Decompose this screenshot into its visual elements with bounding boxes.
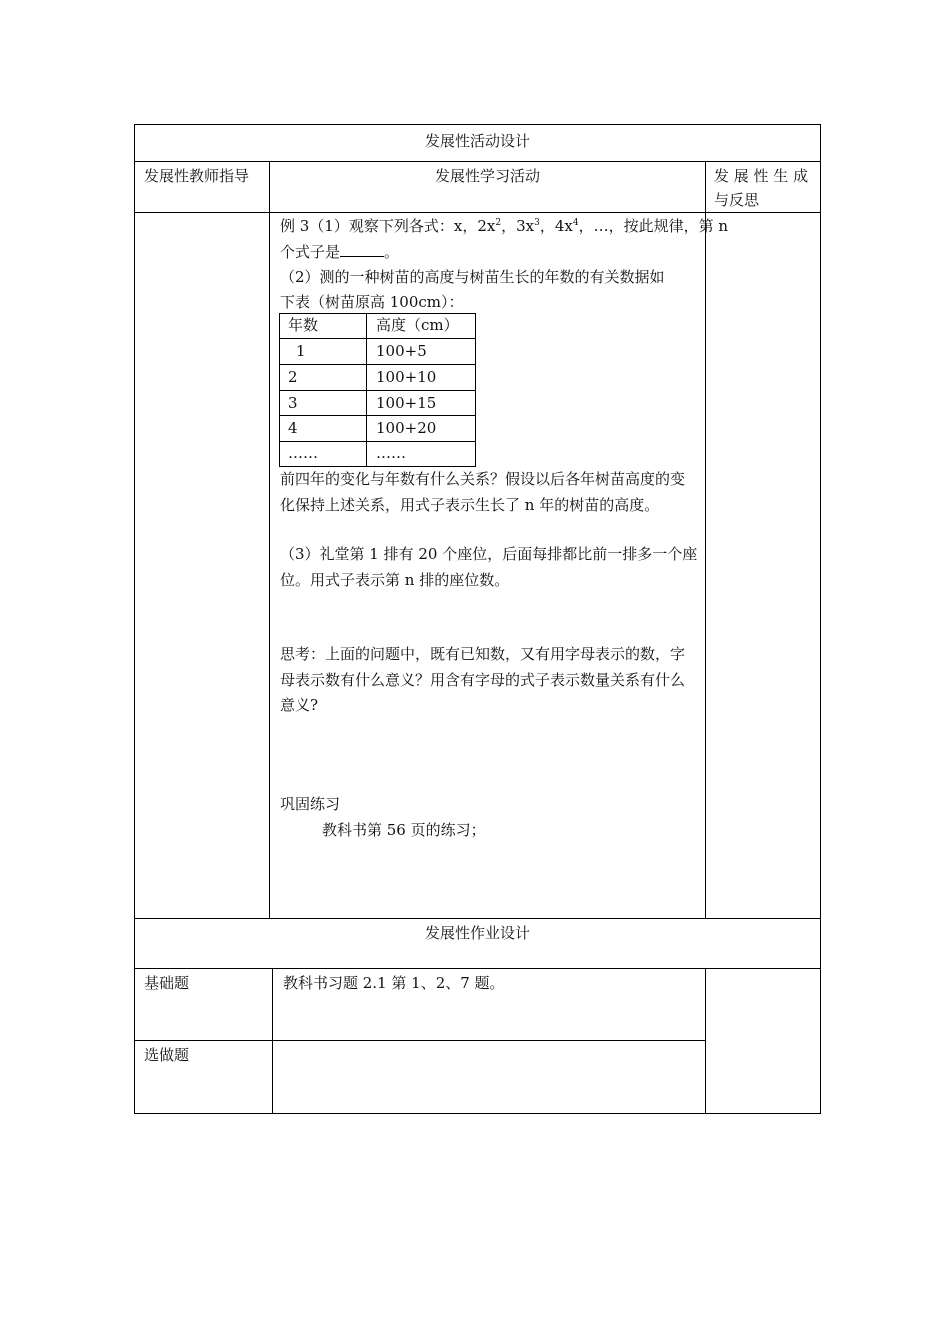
- table-header-year: 年数: [288, 316, 319, 334]
- inner-table-line: [366, 313, 367, 467]
- table-cell: 4: [288, 419, 298, 437]
- inner-table-line: [279, 313, 280, 467]
- question-1-line1: 例 3（1）观察下列各式：x，$2x^2$，$3x^3$，$4x^4$，…，按此规律，第 n: [280, 217, 728, 235]
- question-1-line2: 个式子是 。: [280, 243, 400, 261]
- column-divider: [269, 161, 270, 918]
- table-cell: ……: [288, 444, 318, 462]
- table-divider: [134, 968, 821, 969]
- table-cell: 100+10: [376, 368, 437, 386]
- basic-text: 教科书习题 2.1 第 1、2、7 题。: [283, 974, 505, 992]
- table-divider: [134, 918, 821, 919]
- question-3: （3）礼堂第 1 排有 20 个座位，后面每排都比前一排多一个座位。用式子表示第 n 排的座位数。: [280, 545, 698, 589]
- table-cell: 2: [288, 368, 298, 386]
- homework-section-title: 发展性作业设计: [424, 924, 530, 942]
- reflection-header-line2: 与反思: [714, 191, 760, 209]
- reflection-header-line1: 发 展 性 生 成: [714, 167, 809, 185]
- practice-text: 教科书第 56 页的练习；: [322, 821, 486, 839]
- table-divider: [134, 1040, 706, 1041]
- answer-blank: [340, 242, 384, 257]
- optional-label: 选做题: [144, 1046, 190, 1064]
- activity-section-title: 发展性活动设计: [424, 132, 530, 150]
- question-2-line2: 下表（树苗原高 100cm）：: [280, 293, 464, 311]
- think-prompt: 思考：上面的问题中，既有已知数，又有用字母表示的数，字母表示数有什么意义？用含有字母的式子表示数量关系有什么意义?: [280, 645, 686, 714]
- table-cell: ……: [376, 444, 406, 462]
- question-2-followup: 前四年的变化与年数有什么关系？假设以后各年树苗高度的变化保持上述关系，用式子表示生长了 n 年的树苗的高度。: [280, 470, 686, 514]
- table-border-right: [820, 124, 821, 1114]
- table-cell: 100+20: [376, 419, 437, 437]
- table-border-left: [134, 124, 135, 1114]
- table-border-bottom: [134, 1113, 821, 1114]
- inner-table-line: [475, 313, 476, 467]
- table-divider: [134, 161, 821, 162]
- column-divider: [705, 161, 706, 918]
- column-divider: [705, 968, 706, 1114]
- learning-activity-header: 发展性学习活动: [434, 167, 540, 185]
- practice-title: 巩固练习: [280, 795, 341, 813]
- basic-label: 基础题: [144, 974, 190, 992]
- table-cell: 100+5: [376, 342, 427, 360]
- table-cell: 1: [296, 342, 306, 360]
- table-border-top: [134, 124, 821, 125]
- table-cell: 3: [288, 394, 298, 412]
- teacher-guidance-header: 发展性教师指导: [144, 167, 250, 185]
- question-2-line1: （2）测的一种树苗的高度与树苗生长的年数的有关数据如: [280, 268, 665, 286]
- column-divider: [272, 968, 273, 1114]
- table-cell: 100+15: [376, 394, 437, 412]
- table-header-height: 高度（cm）: [376, 316, 459, 334]
